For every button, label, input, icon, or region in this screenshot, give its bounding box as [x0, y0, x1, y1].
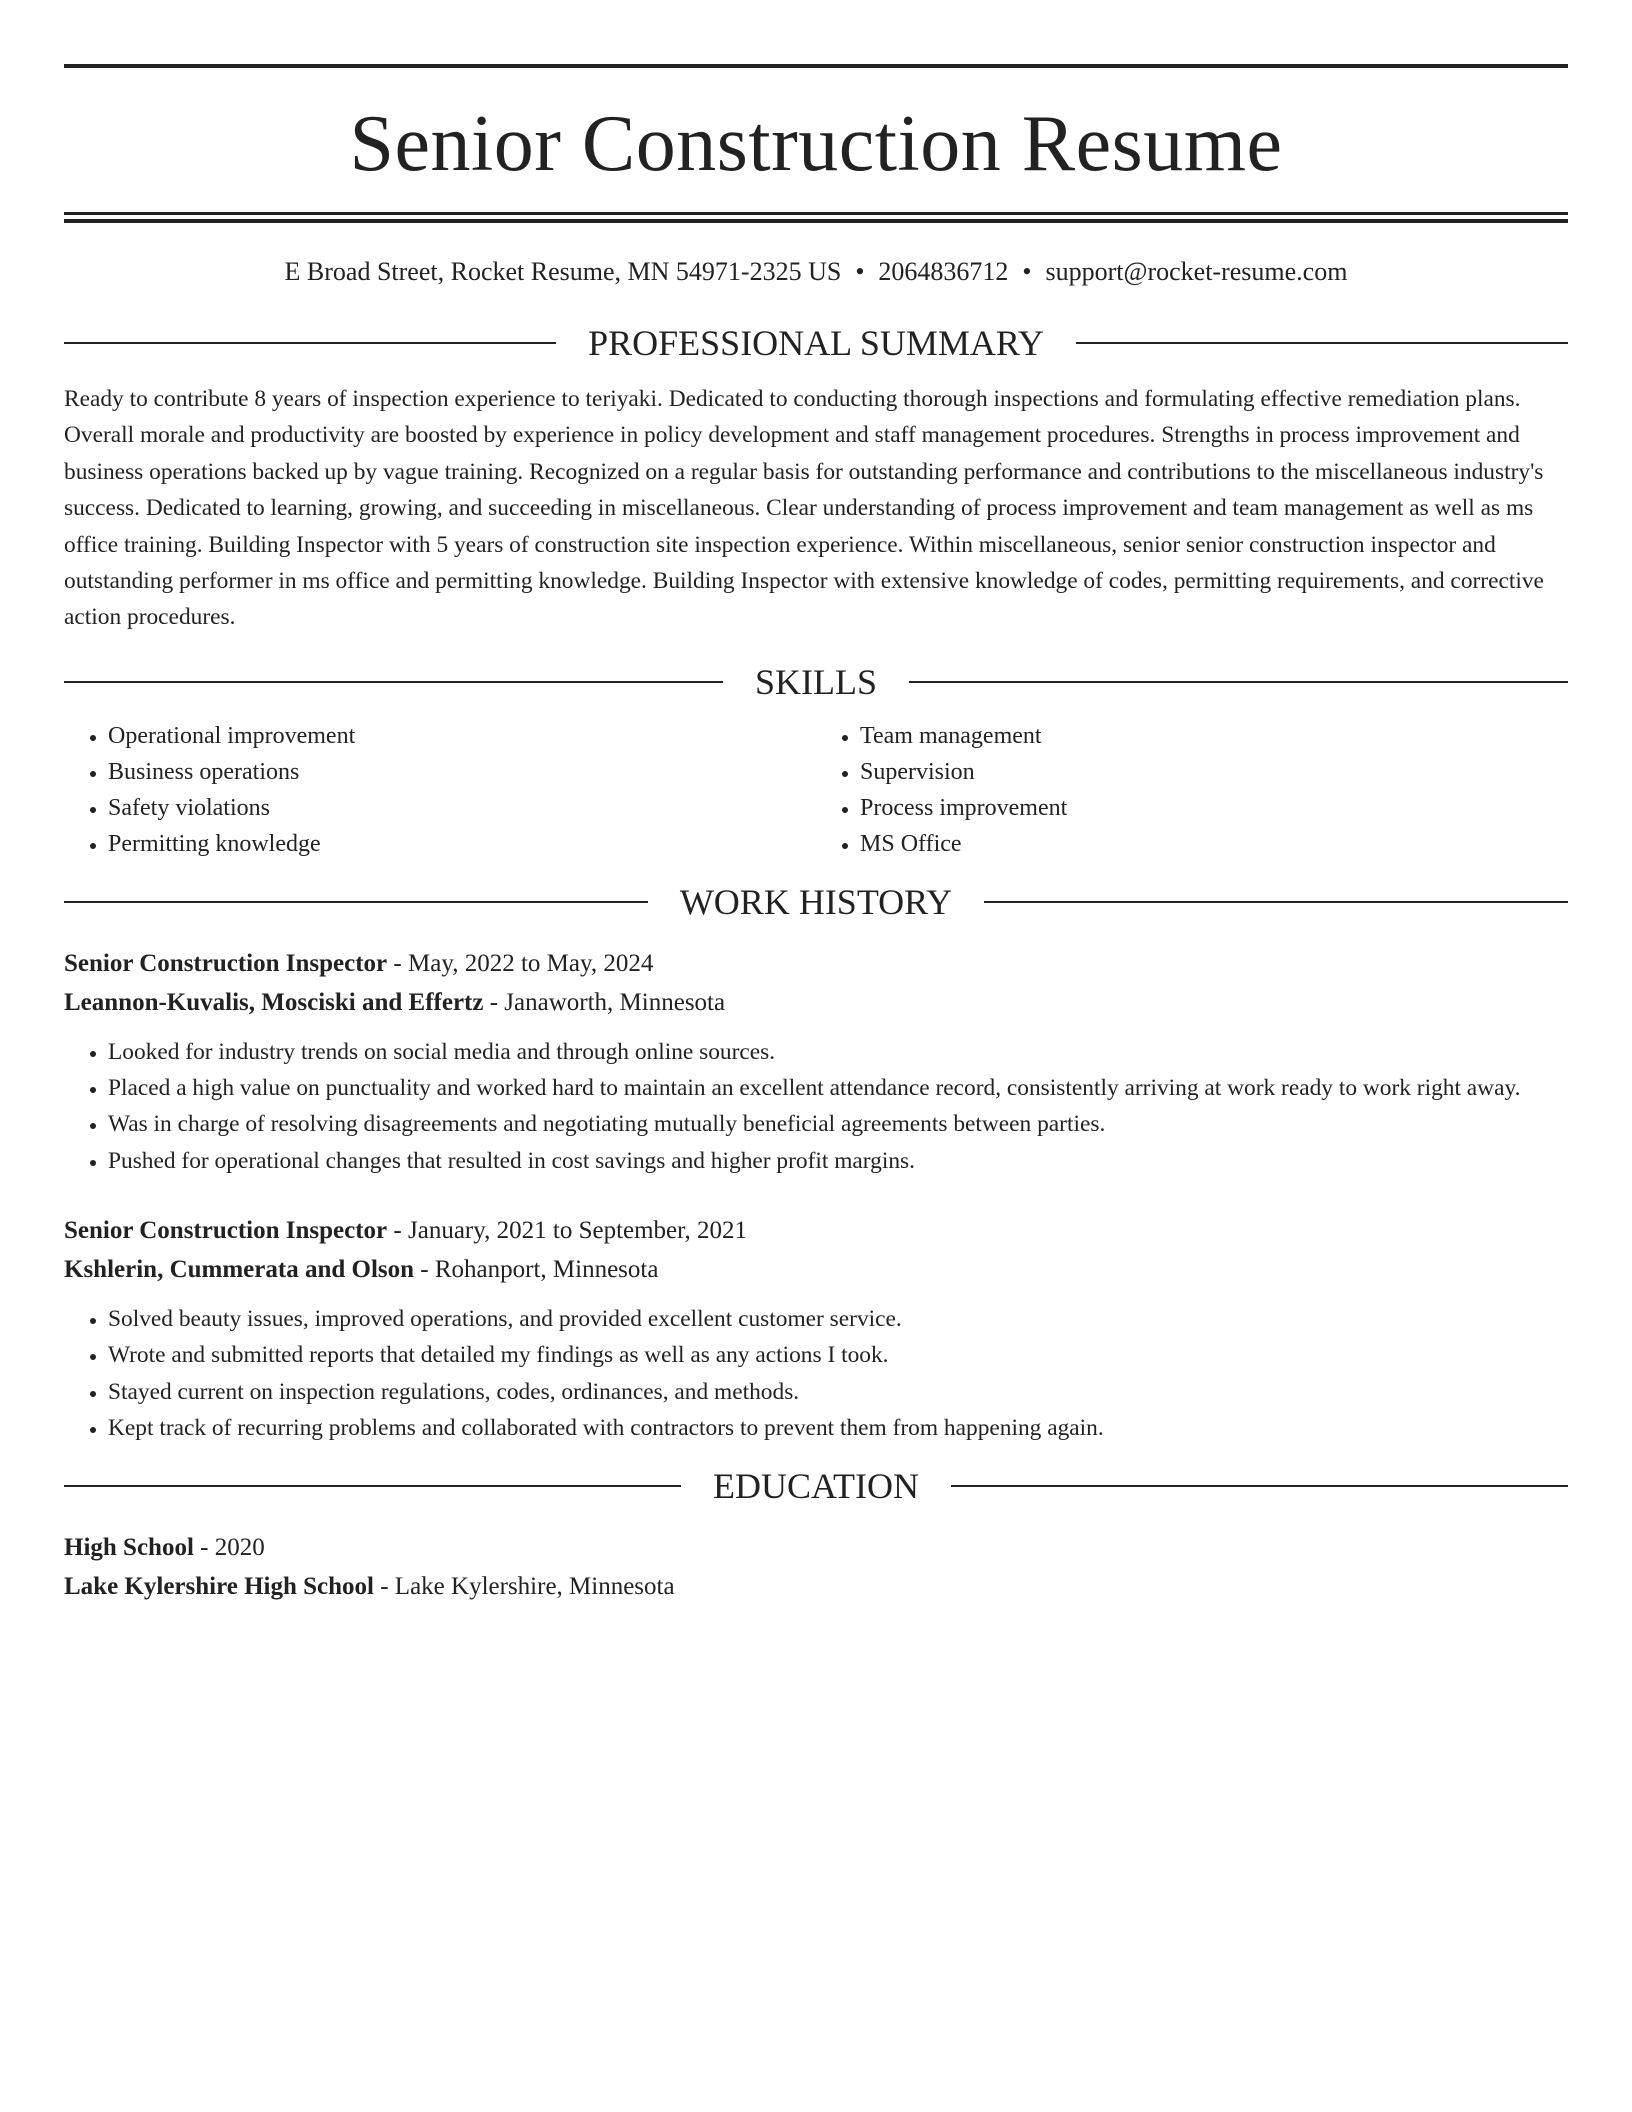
- job-bullets: [64, 1034, 1568, 1179]
- skill-item: • Team management: [860, 718, 1568, 754]
- skill-item: • Permitting knowledge: [108, 826, 816, 862]
- job-bullet: • Solved beauty issues, improved operations, and provided excellent customer service.: [108, 1301, 1568, 1337]
- skill-item: • Operational improvement: [108, 718, 816, 754]
- skill-item: • MS Office: [860, 826, 1568, 862]
- contact-address: E Broad Street, Rocket Resume, MN 54971-2325 US: [284, 257, 842, 286]
- section-rule: [64, 681, 723, 683]
- contact-phone: 2064836712: [878, 257, 1009, 286]
- job-company-line: [64, 1250, 1568, 1289]
- job-title: Senior Construction Inspector: [64, 949, 388, 977]
- top-rule: [64, 64, 1568, 68]
- education-degree: High School: [64, 1534, 194, 1562]
- section-header-skills: [64, 662, 1568, 702]
- skills-list: [64, 718, 1568, 862]
- contact-email: support@rocket-resume.com: [1045, 257, 1348, 286]
- section-rule: [951, 1485, 1568, 1487]
- education-entry: [64, 1528, 1568, 1606]
- job-bullet: • Kept track of recurring problems and collaborated with contractors to prevent them from happening again.: [108, 1410, 1568, 1446]
- job-location: - Rohanport, Minnesota: [414, 1256, 659, 1284]
- job-entry: [64, 944, 1568, 1179]
- education-school-line: [64, 1567, 1568, 1606]
- job-bullet: • Pushed for operational changes that resulted in cost savings and higher profit margins.: [108, 1143, 1568, 1179]
- job-company: Kshlerin, Cummerata and Olson: [64, 1256, 415, 1284]
- section-rule: [64, 342, 556, 344]
- education-school: Lake Kylershire High School: [64, 1573, 374, 1601]
- section-rule: [909, 681, 1568, 683]
- contact-line: [64, 255, 1568, 289]
- job-bullet: • Looked for industry trends on social media and through online sources.: [108, 1034, 1568, 1070]
- section-rule: [64, 1485, 681, 1487]
- section-title-skills: SKILLS: [755, 661, 878, 702]
- job-bullets: [64, 1301, 1568, 1446]
- skill-item: • Process improvement: [860, 790, 1568, 826]
- section-rule: [1076, 342, 1568, 344]
- section-title-work: WORK HISTORY: [679, 881, 953, 922]
- contact-separator: •: [855, 257, 865, 286]
- section-header-work: [64, 882, 1568, 922]
- skills-column-left: [64, 718, 816, 862]
- summary-paragraph: Ready to contribute 8 years of inspection experience to teriyaki. Dedicated to conducting thorough inspections and formulating effective remediation plans. Overall morale and productivity are boosted by experience in policy development and staff management procedures. Strengths in process improvement and business operations backed up by vague training. Recognized on a regular basis for outstanding performance and contributions to the miscellaneous industry's success. Dedicated to learning, growing, and succeeding in miscellaneous. Clear understanding of process improvement and team management as well as ms office training. Building Inspector with 5 years of construction site inspection experience. Within miscellaneous, senior senior construction inspector and outstanding performer in ms office and permitting knowledge. Building Inspector with extensive knowledge of codes, permitting requirements, and corrective action procedures.: [64, 386, 1544, 631]
- title-double-rule: [64, 212, 1568, 223]
- skills-column-right: [816, 718, 1568, 862]
- section-rule: [64, 901, 648, 903]
- job-company-line: [64, 983, 1568, 1022]
- job-entry: [64, 1211, 1568, 1446]
- job-title-line: [64, 1211, 1568, 1250]
- section-header-education: [64, 1466, 1568, 1506]
- job-title: Senior Construction Inspector: [64, 1217, 388, 1245]
- job-title-line: [64, 944, 1568, 983]
- resume-title: Senior Construction Resume: [349, 100, 1283, 188]
- job-bullet: • Stayed current on inspection regulations, codes, ordinances, and methods.: [108, 1374, 1568, 1410]
- contact-separator: •: [1022, 257, 1032, 286]
- section-header-summary: [64, 323, 1568, 363]
- skill-item: • Business operations: [108, 754, 816, 790]
- education-year: - 2020: [193, 1534, 265, 1562]
- job-bullet: • Was in charge of resolving disagreements and negotiating mutually beneficial agreements between parties.: [108, 1106, 1568, 1142]
- section-title-summary: PROFESSIONAL SUMMARY: [588, 323, 1044, 363]
- job-location: - Janaworth, Minnesota: [483, 988, 726, 1016]
- job-company: Leannon-Kuvalis, Mosciski and Effertz: [64, 988, 484, 1016]
- job-dates: - May, 2022 to May, 2024: [387, 949, 654, 977]
- job-bullet: • Placed a high value on punctuality and worked hard to maintain an excellent attendance record, consistently arriving at work ready to work right away.: [108, 1070, 1568, 1106]
- job-dates: - January, 2021 to September, 2021: [387, 1217, 747, 1245]
- job-bullet: • Wrote and submitted reports that detailed my findings as well as any actions I took.: [108, 1337, 1568, 1373]
- education-location: - Lake Kylershire, Minnesota: [373, 1573, 675, 1601]
- section-rule: [984, 901, 1568, 903]
- section-title-education: EDUCATION: [713, 1466, 919, 1507]
- skill-item: • Supervision: [860, 754, 1568, 790]
- education-degree-line: [64, 1528, 1568, 1567]
- skill-item: • Safety violations: [108, 790, 816, 826]
